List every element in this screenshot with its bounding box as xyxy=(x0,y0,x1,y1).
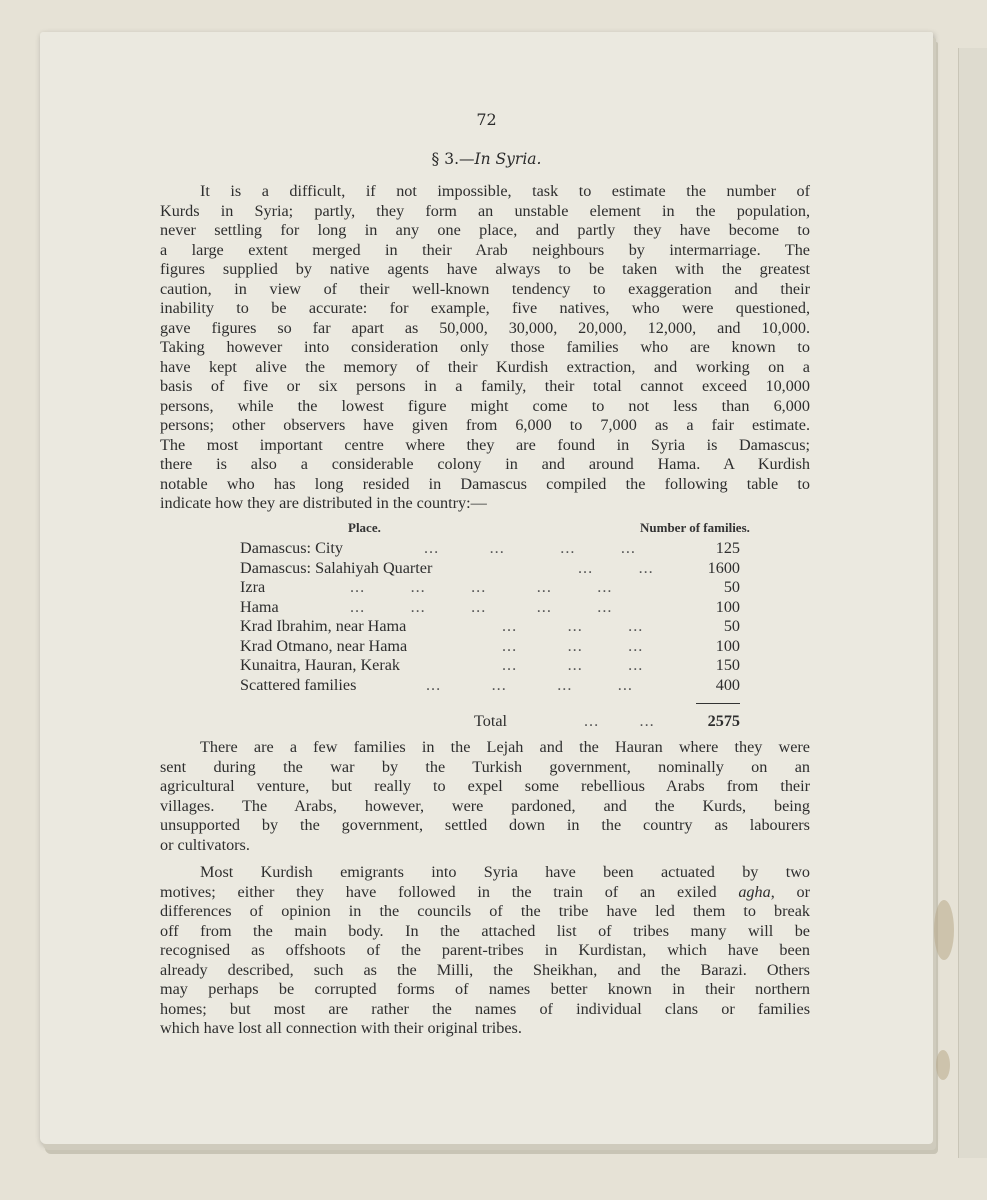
para1-line: persons; other observers have given from 6,000 to 7,000 as a fair estimate. xyxy=(160,416,810,434)
para1-line: It is a difficult, if not impossible, task to estimate the number of xyxy=(200,182,810,200)
leader-dots: ... ... ... xyxy=(502,617,644,635)
row-place: Kunaitra, Hauran, Kerak xyxy=(240,656,401,674)
para1-line: basis of five or six persons in a family, their total cannot exceed 10,000 xyxy=(160,377,810,395)
row-place: Krad Ibrahim, near Hama xyxy=(240,617,407,635)
table-row xyxy=(240,637,740,657)
row-place: Scattered families xyxy=(240,676,357,694)
table-row xyxy=(240,539,740,559)
row-place: Hama xyxy=(240,598,279,616)
para1-line: inability to be accurate: for example, five natives, who were questioned, xyxy=(160,299,810,317)
column-header-place: Place. xyxy=(348,520,381,535)
para3-line: off from the main body. In the attached list of tribes many will be xyxy=(160,922,810,940)
leader-dots: ... ... ... xyxy=(502,637,644,655)
row-value: 400 xyxy=(715,676,740,694)
para1-line: figures supplied by native agents have always to be taken with the greatest xyxy=(160,260,810,278)
row-value: 125 xyxy=(715,539,740,557)
para1-line: indicate how they are distributed in the country:— xyxy=(160,494,487,512)
total-rule xyxy=(696,703,740,704)
para3-text: motives; either they have followed in the train of an exiled xyxy=(160,883,739,901)
para3-italic-word: agha xyxy=(738,883,771,901)
para1-line: persons, while the lowest figure might come to not less than 6,000 xyxy=(160,397,810,415)
leader-dots: ... ... ... ... ... xyxy=(350,598,613,616)
row-place: Damascus: Salahiyah Quarter xyxy=(240,559,433,577)
para1-line: have kept alive the memory of their Kurdish extraction, and working on a xyxy=(160,358,810,376)
section-number: § 3.— xyxy=(431,150,475,168)
para1-line: there is also a considerable colony in and around Hama. A Kurdish xyxy=(160,455,810,473)
row-place: Damascus: City xyxy=(240,539,343,557)
leader-dots: ... ... xyxy=(578,559,654,577)
para2-line: or cultivators. xyxy=(160,836,250,854)
row-place: Krad Otmano, near Hama xyxy=(240,637,408,655)
para2-line: unsupported by the government, settled down in the country as labourers xyxy=(160,816,810,834)
column-header-number: Number of families. xyxy=(640,520,750,535)
para3-line: already described, such as the Milli, the Sheikhan, and the Barazi. Others xyxy=(160,961,810,979)
table-row xyxy=(240,559,740,579)
section-title: In Syria. xyxy=(474,150,542,168)
para3-line xyxy=(160,883,810,903)
para1-line: caution, in view of their well-known tendency to exaggeration and their xyxy=(160,280,810,298)
row-value: 1600 xyxy=(707,559,740,577)
paper-stain xyxy=(934,900,954,960)
para1-line: The most important centre where they are found in Syria is Damascus; xyxy=(160,436,810,454)
row-value: 150 xyxy=(715,656,740,674)
paper-stain xyxy=(936,1050,950,1080)
table-row xyxy=(240,656,740,676)
section-heading xyxy=(40,150,933,168)
row-value: 50 xyxy=(723,578,740,596)
para3-line: differences of opinion in the councils of the tribe have led them to break xyxy=(160,902,810,920)
row-value: 100 xyxy=(715,598,740,616)
para3-line: homes; but most are rather the names of individual clans or families xyxy=(160,1000,810,1018)
para3-line: Most Kurdish emigrants into Syria have been actuated by two xyxy=(200,863,810,881)
total-row xyxy=(474,712,740,732)
para2-line: villages. The Arabs, however, were pardoned, and the Kurds, being xyxy=(160,797,810,815)
table-row xyxy=(240,617,740,637)
para3-line: recognised as offshoots of the parent-tribes in Kurdistan, which have been xyxy=(160,941,810,959)
para2-line: sent during the war by the Turkish government, nominally on an xyxy=(160,758,810,776)
row-value: 50 xyxy=(723,617,740,635)
para1-line: a large extent merged in their Arab neighbours by intermarriage. The xyxy=(160,241,810,259)
para2-line: There are a few families in the Lejah and the Hauran where they were xyxy=(200,738,810,756)
leader-dots: ... ... ... ... ... xyxy=(350,578,613,596)
para1-line: never settling for long in any one place, and partly they have become to xyxy=(160,221,810,239)
row-value: 100 xyxy=(715,637,740,655)
leader-dots: ... ... ... ... xyxy=(426,676,633,694)
para3-line: which have lost all connection with their original tribes. xyxy=(160,1019,522,1037)
para1-line: Taking however into consideration only those families who are known to xyxy=(160,338,810,356)
leader-dots: ... ... ... xyxy=(502,656,644,674)
para3-line: may perhaps be corrupted forms of names better known in their northern xyxy=(160,980,810,998)
para1-line: gave figures so far apart as 50,000, 30,000, 20,000, 12,000, and 10,000. xyxy=(160,319,810,337)
para3-text: , or xyxy=(770,883,810,901)
table-row xyxy=(240,676,740,696)
table-row xyxy=(240,578,740,598)
total-label: Total xyxy=(474,712,508,730)
book-page xyxy=(40,32,933,1144)
table-row xyxy=(240,598,740,618)
total-value: 2575 xyxy=(707,712,740,730)
leader-dots: ... ... xyxy=(584,712,655,730)
para1-line: Kurds in Syria; partly, they form an unstable element in the population, xyxy=(160,202,810,220)
row-place: Izra xyxy=(240,578,266,596)
page-number: 72 xyxy=(476,110,497,129)
para2-line: agricultural venture, but really to expel some rebellious Arabs from their xyxy=(160,777,810,795)
next-page-edge xyxy=(958,48,987,1158)
para1-line: notable who has long resided in Damascus compiled the following table to xyxy=(160,475,810,493)
leader-dots: ... ... ... ... xyxy=(424,539,636,557)
